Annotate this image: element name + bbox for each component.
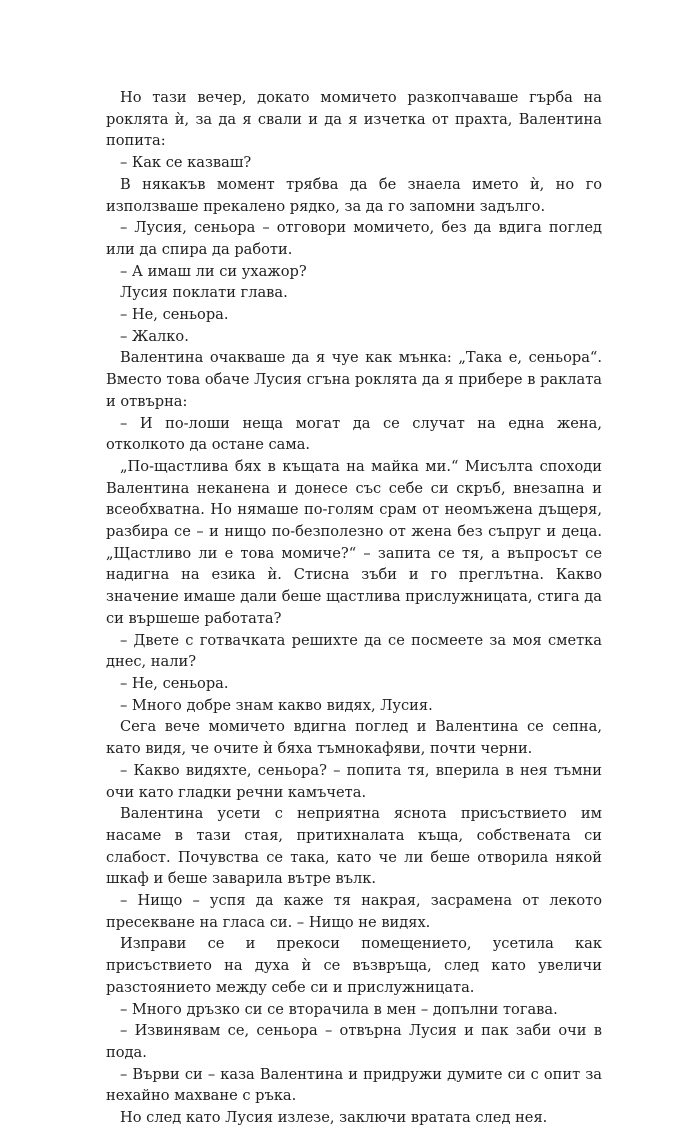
paragraph: – Жалко.: [120, 327, 189, 345]
paragraph: „По-щастлива бях в къщата на майка ми.“ Мисълта споходи Валентина неканена и донесе със себе си скръб, внезапна и всеобхватна. Но нямаше по-голям срам от неомъжена дъщеря, разбира се – и нищо по-безполезно от жена без съпруг и деца. „Щастливо ли е това момиче?“ – запита се тя, а въпросът се надигна на езика ѝ. Стисна зъби и го преглътна. Какво значение имаше дали беше щастлива прислужницата, стига да си вършеше работата?: [106, 457, 602, 627]
paragraph: Изправи се и прекоси помещението, усетила как присъствието на духа ѝ се възвръща, след като увеличи разстоянието между себе си и прислужницата.: [106, 935, 602, 996]
paragraph: В някакъв момент трябва да бе знаела името ѝ, но го използваше прекалено рядко, за да го запомни задълго.: [106, 175, 602, 215]
paragraph: Но тази вечер, докато момичето разкопчаваше гърба на роклята ѝ, за да я свали и да я изчетка от прахта, Валентина попита:: [106, 89, 602, 150]
paragraph: Лусия поклати глава.: [120, 284, 288, 302]
paragraph: – Извинявам се, сеньора – отвърна Лусия и пак заби очи в пода.: [106, 1022, 602, 1061]
paragraph: – Върви си – каза Валентина и придружи думите си с опит за нехайно махване с ръка.: [106, 1065, 602, 1105]
page-body-text: [106, 87, 602, 1129]
paragraph: Валентина усети с неприятна яснота присъствието им насаме в тази стая, притихналата къща, собствената си слабост. Почувства се така, като че ли беше отворила някой шкаф и беше заварила вътре вълк.: [106, 805, 602, 888]
paragraph: – Как се казваш?: [120, 154, 252, 172]
paragraph: – Лусия, сеньора – отговори момичето, без да вдига поглед или да спира да работи.: [106, 219, 602, 258]
paragraph: – Не, сеньора.: [120, 674, 229, 692]
paragraph: Сега вече момичето вдигна поглед и Валентина се сепна, като видя, че очите ѝ бяха тъмнокафяви, почти черни.: [106, 718, 602, 758]
paragraph: – Не, сеньора.: [120, 306, 229, 324]
paragraph: – Какво видяхте, сеньора? – попита тя, вперила в нея тъмни очи като гладки речни камъчета.: [106, 761, 602, 801]
paragraph: – И по-лоши неща могат да се случат на една жена, отколкото да остане сама.: [106, 414, 602, 454]
paragraph: – Двете с готвачката решихте да се посмеете за моя сметка днес, нали?: [106, 631, 602, 671]
paragraph: Но след като Лусия излезе, заключи вратата след нея.: [120, 1109, 548, 1127]
paragraph: – Много добре знам какво видях, Лусия.: [120, 696, 433, 714]
paragraph: – Много дръзко си се вторачила в мен – допълни тогава.: [120, 1000, 558, 1018]
paragraph: – Нищо – успя да каже тя накрая, засрамена от лекото пресекване на гласа си. – Нищо не видях.: [106, 892, 602, 931]
paragraph: Валентина очакваше да я чуе как мънка: „Така е, сеньора“. Вместо това обаче Лусия сгъна роклята да я прибере в раклата и отвърна:: [106, 349, 602, 410]
paragraph: – А имаш ли си ухажор?: [120, 262, 307, 280]
